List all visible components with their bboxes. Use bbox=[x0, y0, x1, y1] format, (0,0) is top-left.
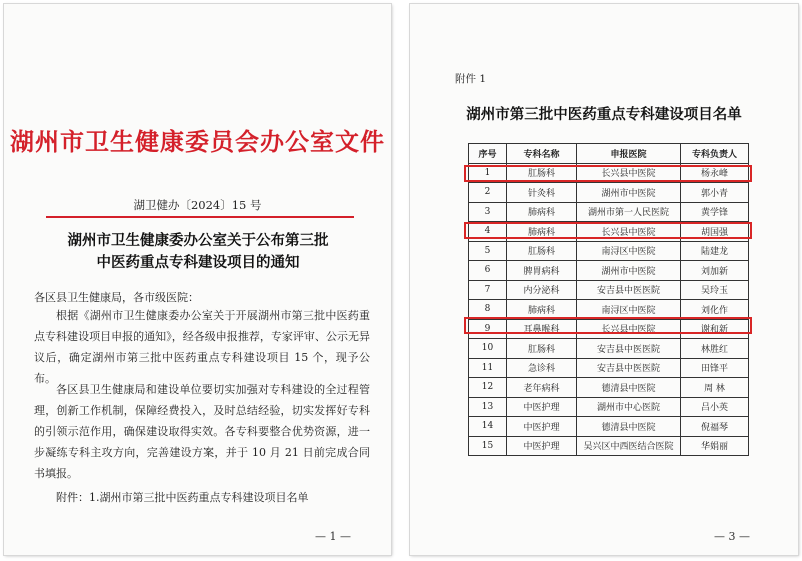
cell-leader: 倪福琴 bbox=[681, 417, 749, 437]
cell-leader: 陆建龙 bbox=[681, 241, 749, 261]
cell-specialty: 中医护理 bbox=[507, 417, 577, 437]
table-row bbox=[469, 241, 749, 261]
cell-hospital: 长兴县中医院 bbox=[577, 319, 681, 339]
table-row bbox=[469, 261, 749, 281]
cell-leader: 华娟丽 bbox=[681, 436, 749, 456]
cell-specialty: 耳鼻喉科 bbox=[507, 319, 577, 339]
cell-leader: 林胜红 bbox=[681, 339, 749, 359]
cell-hospital: 吴兴区中西医结合医院 bbox=[577, 436, 681, 456]
page-number: — 3 — bbox=[714, 530, 750, 543]
cell-number: 4 bbox=[469, 222, 507, 242]
body-paragraph-1: 根据《湖州市卫生健康委办公室关于开展湖州市第三批中医药重点专科建设项目申报的通知》，经各级申报推荐，专家评审、公示无异议后，确定湖州市第三批中医药重点专科建设项目 15 个，现予公布。 bbox=[34, 309, 370, 385]
cell-hospital: 湖州市中心医院 bbox=[577, 397, 681, 417]
cell-number: 7 bbox=[469, 280, 507, 300]
cell-hospital: 安吉县中医医院 bbox=[577, 280, 681, 300]
cell-hospital: 安吉县中医医院 bbox=[577, 339, 681, 359]
notice-page bbox=[4, 4, 391, 555]
cell-specialty: 肛肠科 bbox=[507, 339, 577, 359]
cell-specialty: 肺病科 bbox=[507, 222, 577, 242]
project-list-table bbox=[468, 143, 749, 456]
cell-specialty: 中医护理 bbox=[507, 397, 577, 417]
cell-number: 13 bbox=[469, 397, 507, 417]
cell-hospital: 德清县中医院 bbox=[577, 417, 681, 437]
table-row bbox=[469, 358, 749, 378]
cell-number: 5 bbox=[469, 241, 507, 261]
table-header-row bbox=[469, 144, 749, 164]
cell-leader: 杨永峰 bbox=[681, 163, 749, 183]
body-paragraph-2: 各区县卫生健康局和建设单位要切实加强对专科建设的全过程管理，创新工作机制，保障经费投入，及时总结经验，切实发挥好专科的引领示范作用，确保建设取得实效。各专科要整合优势资源，进一步凝练专科主攻方向，完善建设方案，并于 10 月 21 日前完成合同书填报。 bbox=[34, 383, 370, 480]
column-header-number: 序号 bbox=[469, 144, 507, 164]
table-row bbox=[469, 280, 749, 300]
column-header-hospital: 申报医院 bbox=[577, 144, 681, 164]
cell-hospital: 安吉县中医医院 bbox=[577, 358, 681, 378]
notice-title-line-1: 湖州市卫生健康委办公室关于公布第三批 bbox=[67, 232, 329, 249]
list-page bbox=[410, 4, 798, 555]
attachment-line: 附件：1.湖州市第三批中医药重点专科建设项目名单 bbox=[56, 491, 309, 504]
cell-number: 6 bbox=[469, 261, 507, 281]
annex-label: 附件 1 bbox=[455, 73, 487, 85]
cell-number: 9 bbox=[469, 319, 507, 339]
cell-leader: 周 林 bbox=[681, 378, 749, 398]
cell-leader: 刘化作 bbox=[681, 300, 749, 320]
cell-number: 12 bbox=[469, 378, 507, 398]
cell-number: 10 bbox=[469, 339, 507, 359]
cell-specialty: 肺病科 bbox=[507, 202, 577, 222]
document-number: 湖卫健办〔2024〕15 号 bbox=[133, 198, 262, 212]
table-row bbox=[469, 339, 749, 359]
cell-specialty: 老年病科 bbox=[507, 378, 577, 398]
cell-hospital: 湖州市中医院 bbox=[577, 261, 681, 281]
table-row bbox=[469, 397, 749, 417]
cell-leader: 郭小青 bbox=[681, 183, 749, 203]
cell-specialty: 肛肠科 bbox=[507, 241, 577, 261]
cell-leader: 谢和新 bbox=[681, 319, 749, 339]
table-row bbox=[469, 436, 749, 456]
cell-specialty: 内分泌科 bbox=[507, 280, 577, 300]
cell-specialty: 肺病科 bbox=[507, 300, 577, 320]
table-row bbox=[469, 417, 749, 437]
table-row bbox=[469, 300, 749, 320]
red-divider bbox=[46, 216, 354, 218]
cell-hospital: 湖州市第一人民医院 bbox=[577, 202, 681, 222]
list-title: 湖州市第三批中医药重点专科建设项目名单 bbox=[466, 106, 742, 123]
table-row bbox=[469, 319, 749, 339]
cell-leader: 吴玲玉 bbox=[681, 280, 749, 300]
cell-number: 14 bbox=[469, 417, 507, 437]
cell-hospital: 南浔区中医院 bbox=[577, 300, 681, 320]
cell-hospital: 湖州市中医院 bbox=[577, 183, 681, 203]
cell-leader: 刘加新 bbox=[681, 261, 749, 281]
cell-number: 2 bbox=[469, 183, 507, 203]
cell-hospital: 长兴县中医院 bbox=[577, 163, 681, 183]
cell-specialty: 脾胃病科 bbox=[507, 261, 577, 281]
document-header-title: 湖州市卫生健康委员会办公室文件 bbox=[10, 127, 385, 156]
cell-leader: 吕小英 bbox=[681, 397, 749, 417]
cell-specialty: 肛肠科 bbox=[507, 163, 577, 183]
table-row bbox=[469, 378, 749, 398]
page-number: — 1 — bbox=[315, 530, 351, 543]
cell-number: 15 bbox=[469, 436, 507, 456]
table-row bbox=[469, 163, 749, 183]
cell-number: 1 bbox=[469, 163, 507, 183]
cell-leader: 胡国强 bbox=[681, 222, 749, 242]
cell-specialty: 针灸科 bbox=[507, 183, 577, 203]
notice-title bbox=[34, 230, 362, 274]
cell-leader: 田锋平 bbox=[681, 358, 749, 378]
cell-number: 3 bbox=[469, 202, 507, 222]
cell-specialty: 急诊科 bbox=[507, 358, 577, 378]
cell-leader: 黄学锋 bbox=[681, 202, 749, 222]
cell-hospital: 南浔区中医院 bbox=[577, 241, 681, 261]
table-row bbox=[469, 202, 749, 222]
table-row bbox=[469, 183, 749, 203]
salutation: 各区县卫生健康局，各市级医院： bbox=[34, 291, 199, 304]
notice-title-line-2: 中医药重点专科建设项目的通知 bbox=[96, 254, 300, 271]
table-row bbox=[469, 222, 749, 242]
column-header-specialty: 专科名称 bbox=[507, 144, 577, 164]
cell-hospital: 长兴县中医院 bbox=[577, 222, 681, 242]
cell-number: 8 bbox=[469, 300, 507, 320]
cell-specialty: 中医护理 bbox=[507, 436, 577, 456]
cell-hospital: 德清县中医院 bbox=[577, 378, 681, 398]
cell-number: 11 bbox=[469, 358, 507, 378]
column-header-leader: 专科负责人 bbox=[681, 144, 749, 164]
